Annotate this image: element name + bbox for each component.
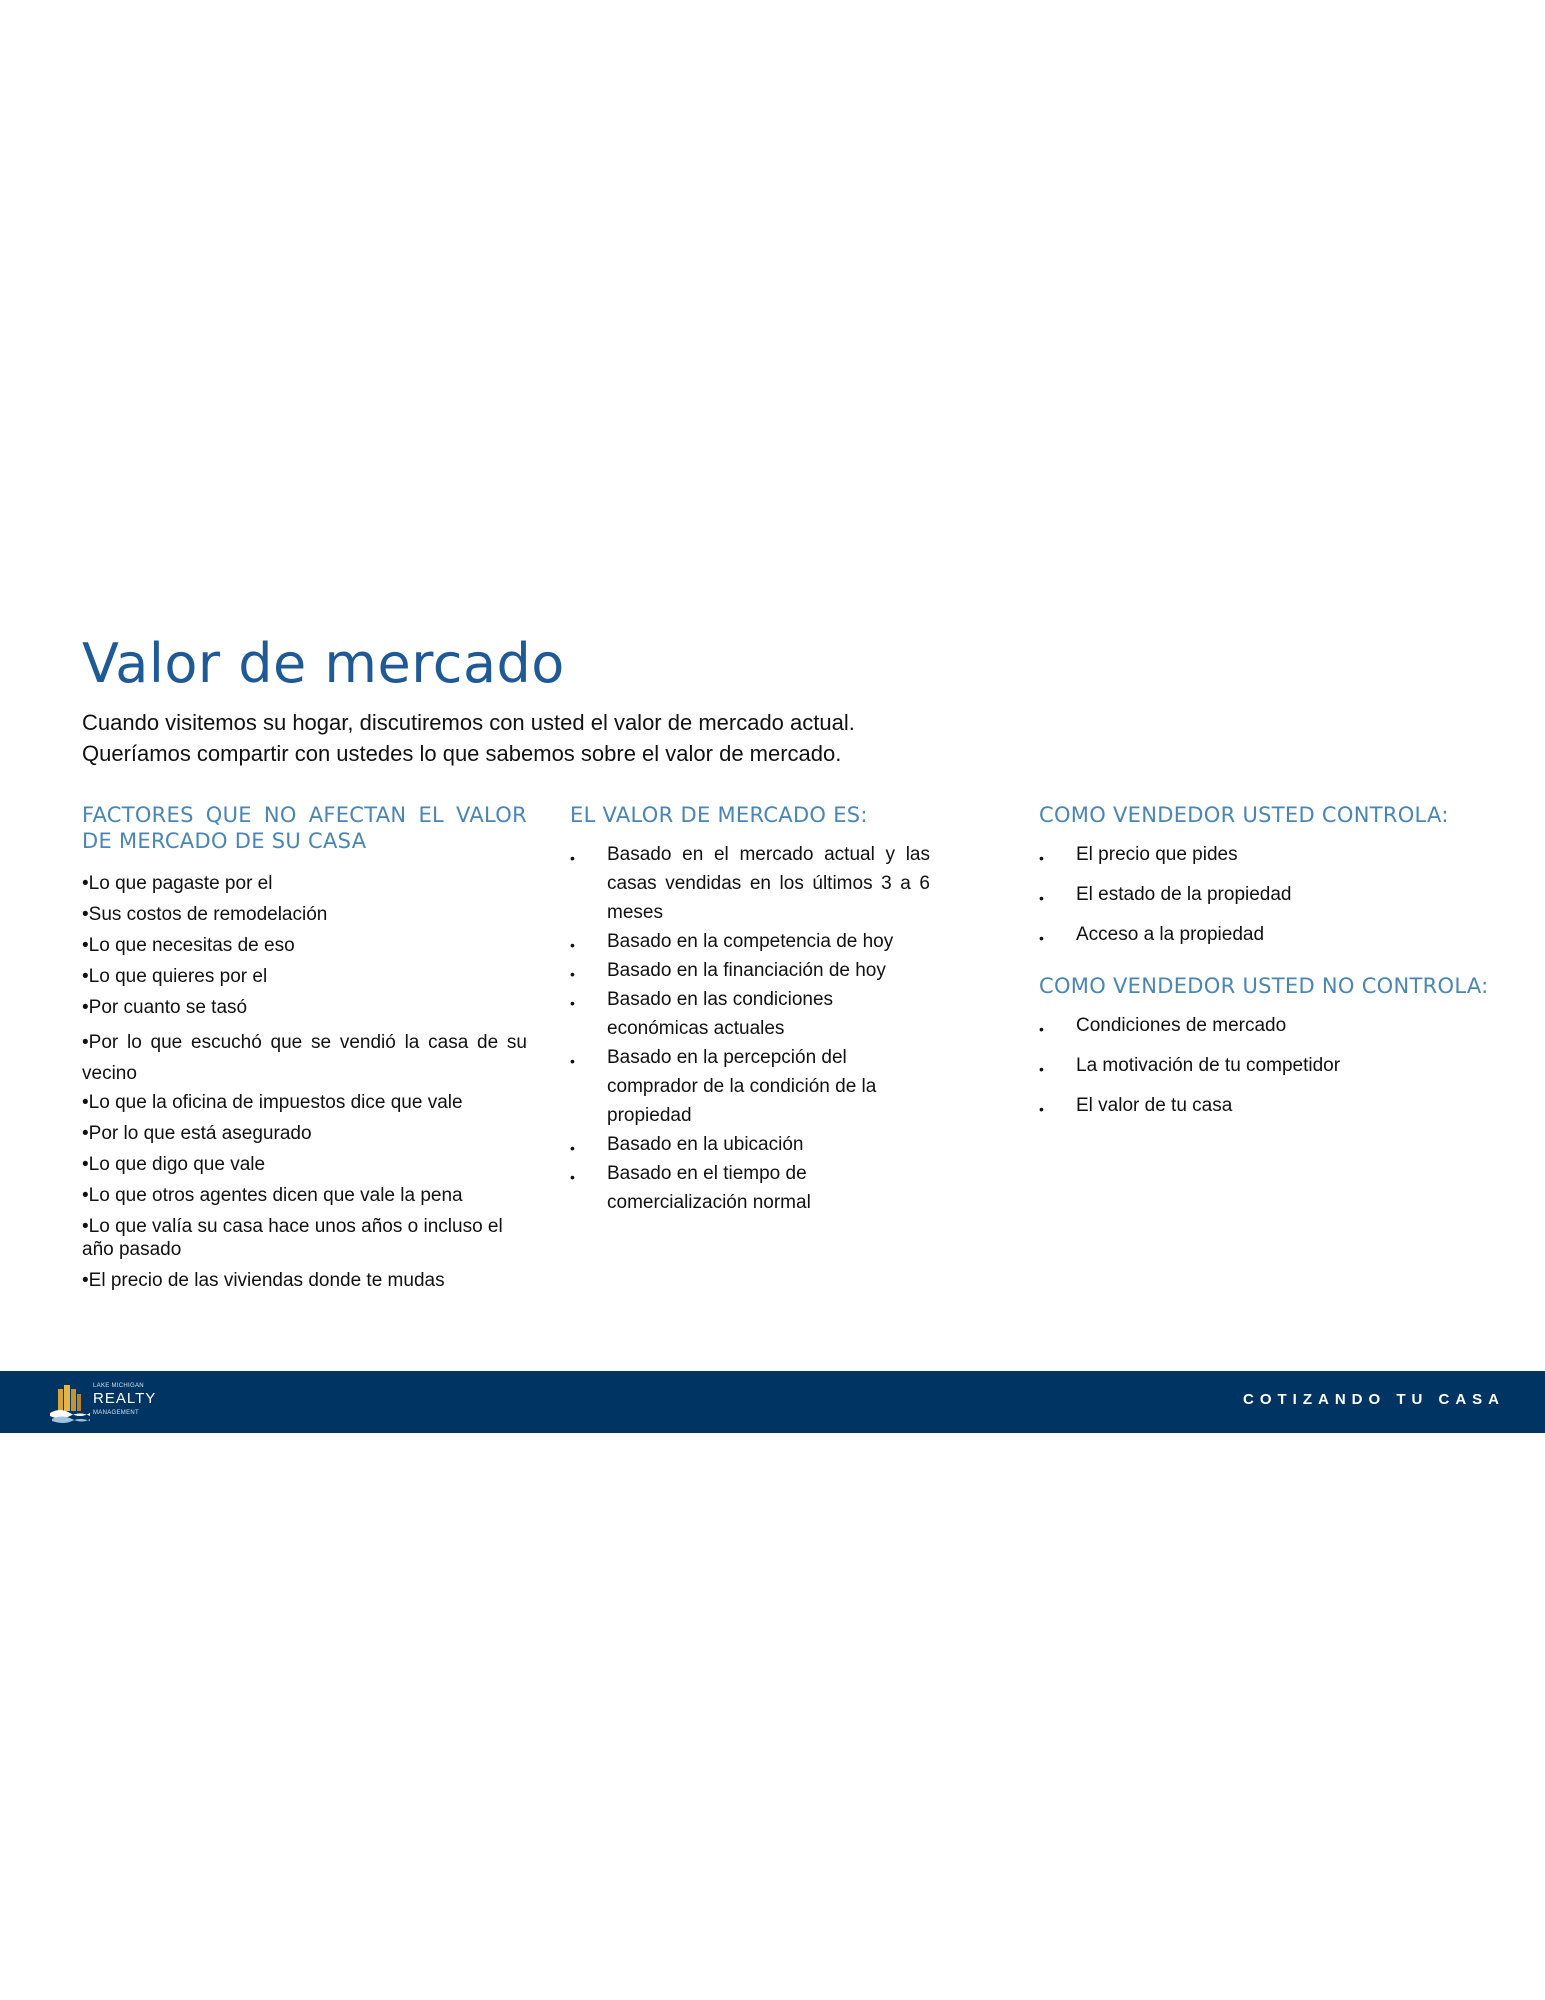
list-item: •Lo que valía su casa hace unos años o incluso el año pasado xyxy=(82,1216,503,1260)
intro-line: Queríamos compartir con ustedes lo que sabemos sobre el valor de mercado. xyxy=(82,741,842,766)
footer-section-label: COTIZANDO TU CASA xyxy=(1243,1391,1505,1408)
factors-list xyxy=(82,872,527,1292)
factors-column xyxy=(82,802,527,1300)
company-logo xyxy=(48,1381,168,1425)
list-item: •Lo que quieres por el xyxy=(82,966,268,987)
list-item: •Lo que la oficina de impuestos dice que vale xyxy=(82,1092,463,1113)
footer-bar xyxy=(0,1371,1545,1433)
list-item: • Basado en las condiciones económicas actuales xyxy=(570,985,930,1043)
factors-heading: FACTORES QUE NO AFECTAN EL VALOR DE MERCADO DE SU CASA xyxy=(82,803,527,853)
seller-controls-heading: COMO VENDEDOR USTED CONTROLA: xyxy=(1039,803,1449,827)
list-item: • Condiciones de mercado xyxy=(1039,1011,1539,1040)
list-item: • El estado de la propiedad xyxy=(1039,880,1539,909)
list-item: •El precio de las viviendas donde te mudas xyxy=(82,1270,445,1291)
list-item: • Basado en el mercado actual y las casas vendidas en los últimos 3 a 6 meses xyxy=(570,840,930,927)
list-item: • Basado en la ubicación xyxy=(570,1130,930,1159)
intro-text xyxy=(82,707,982,769)
list-item: • Basado en la financiación de hoy xyxy=(570,956,930,985)
logo-text-main: REALTY xyxy=(93,1390,157,1407)
list-item: • Basado en la percepción del comprador de la condición de la propiedad xyxy=(570,1043,930,1130)
list-item: •Lo que necesitas de eso xyxy=(82,935,295,956)
list-item: • Acceso a la propiedad xyxy=(1039,920,1539,949)
list-item: •Sus costos de remodelación xyxy=(82,904,328,925)
market-value-heading: EL VALOR DE MERCADO ES: xyxy=(570,803,868,827)
logo-text-top: LAKE MICHIGAN xyxy=(93,1383,144,1389)
list-item: •Lo que pagaste por el xyxy=(82,873,273,894)
list-item: •Lo que otros agentes dicen que vale la pena xyxy=(82,1185,463,1206)
list-item: •Por lo que está asegurado xyxy=(82,1123,312,1144)
list-item: • El valor de tu casa xyxy=(1039,1091,1539,1120)
list-item: • Basado en el tiempo de comercialización normal xyxy=(570,1159,930,1217)
market-value-column xyxy=(570,802,930,1217)
market-value-list xyxy=(570,840,930,1217)
seller-column xyxy=(1039,802,1539,1131)
seller-not-controls-heading: COMO VENDEDOR USTED NO CONTROLA: xyxy=(1039,974,1489,998)
logo-text-bottom: MANAGEMENT xyxy=(93,1410,140,1416)
intro-line: Cuando visitemos su hogar, discutiremos con usted el valor de mercado actual. xyxy=(82,710,855,735)
list-item: • El precio que pides xyxy=(1039,840,1539,869)
seller-controls-list xyxy=(1039,840,1539,949)
list-item: • La motivación de tu competidor xyxy=(1039,1051,1539,1080)
building-wave-icon xyxy=(48,1381,92,1425)
list-item: • Basado en la competencia de hoy xyxy=(570,927,930,956)
seller-not-controls-list xyxy=(1039,1011,1539,1120)
list-item: •Lo que digo que vale xyxy=(82,1154,266,1175)
list-item: •Por cuanto se tasó xyxy=(82,997,248,1018)
list-item: •Por lo que escuchó que se vendió la casa de su vecino xyxy=(82,1032,527,1084)
page-title: Valor de mercado xyxy=(82,632,565,695)
